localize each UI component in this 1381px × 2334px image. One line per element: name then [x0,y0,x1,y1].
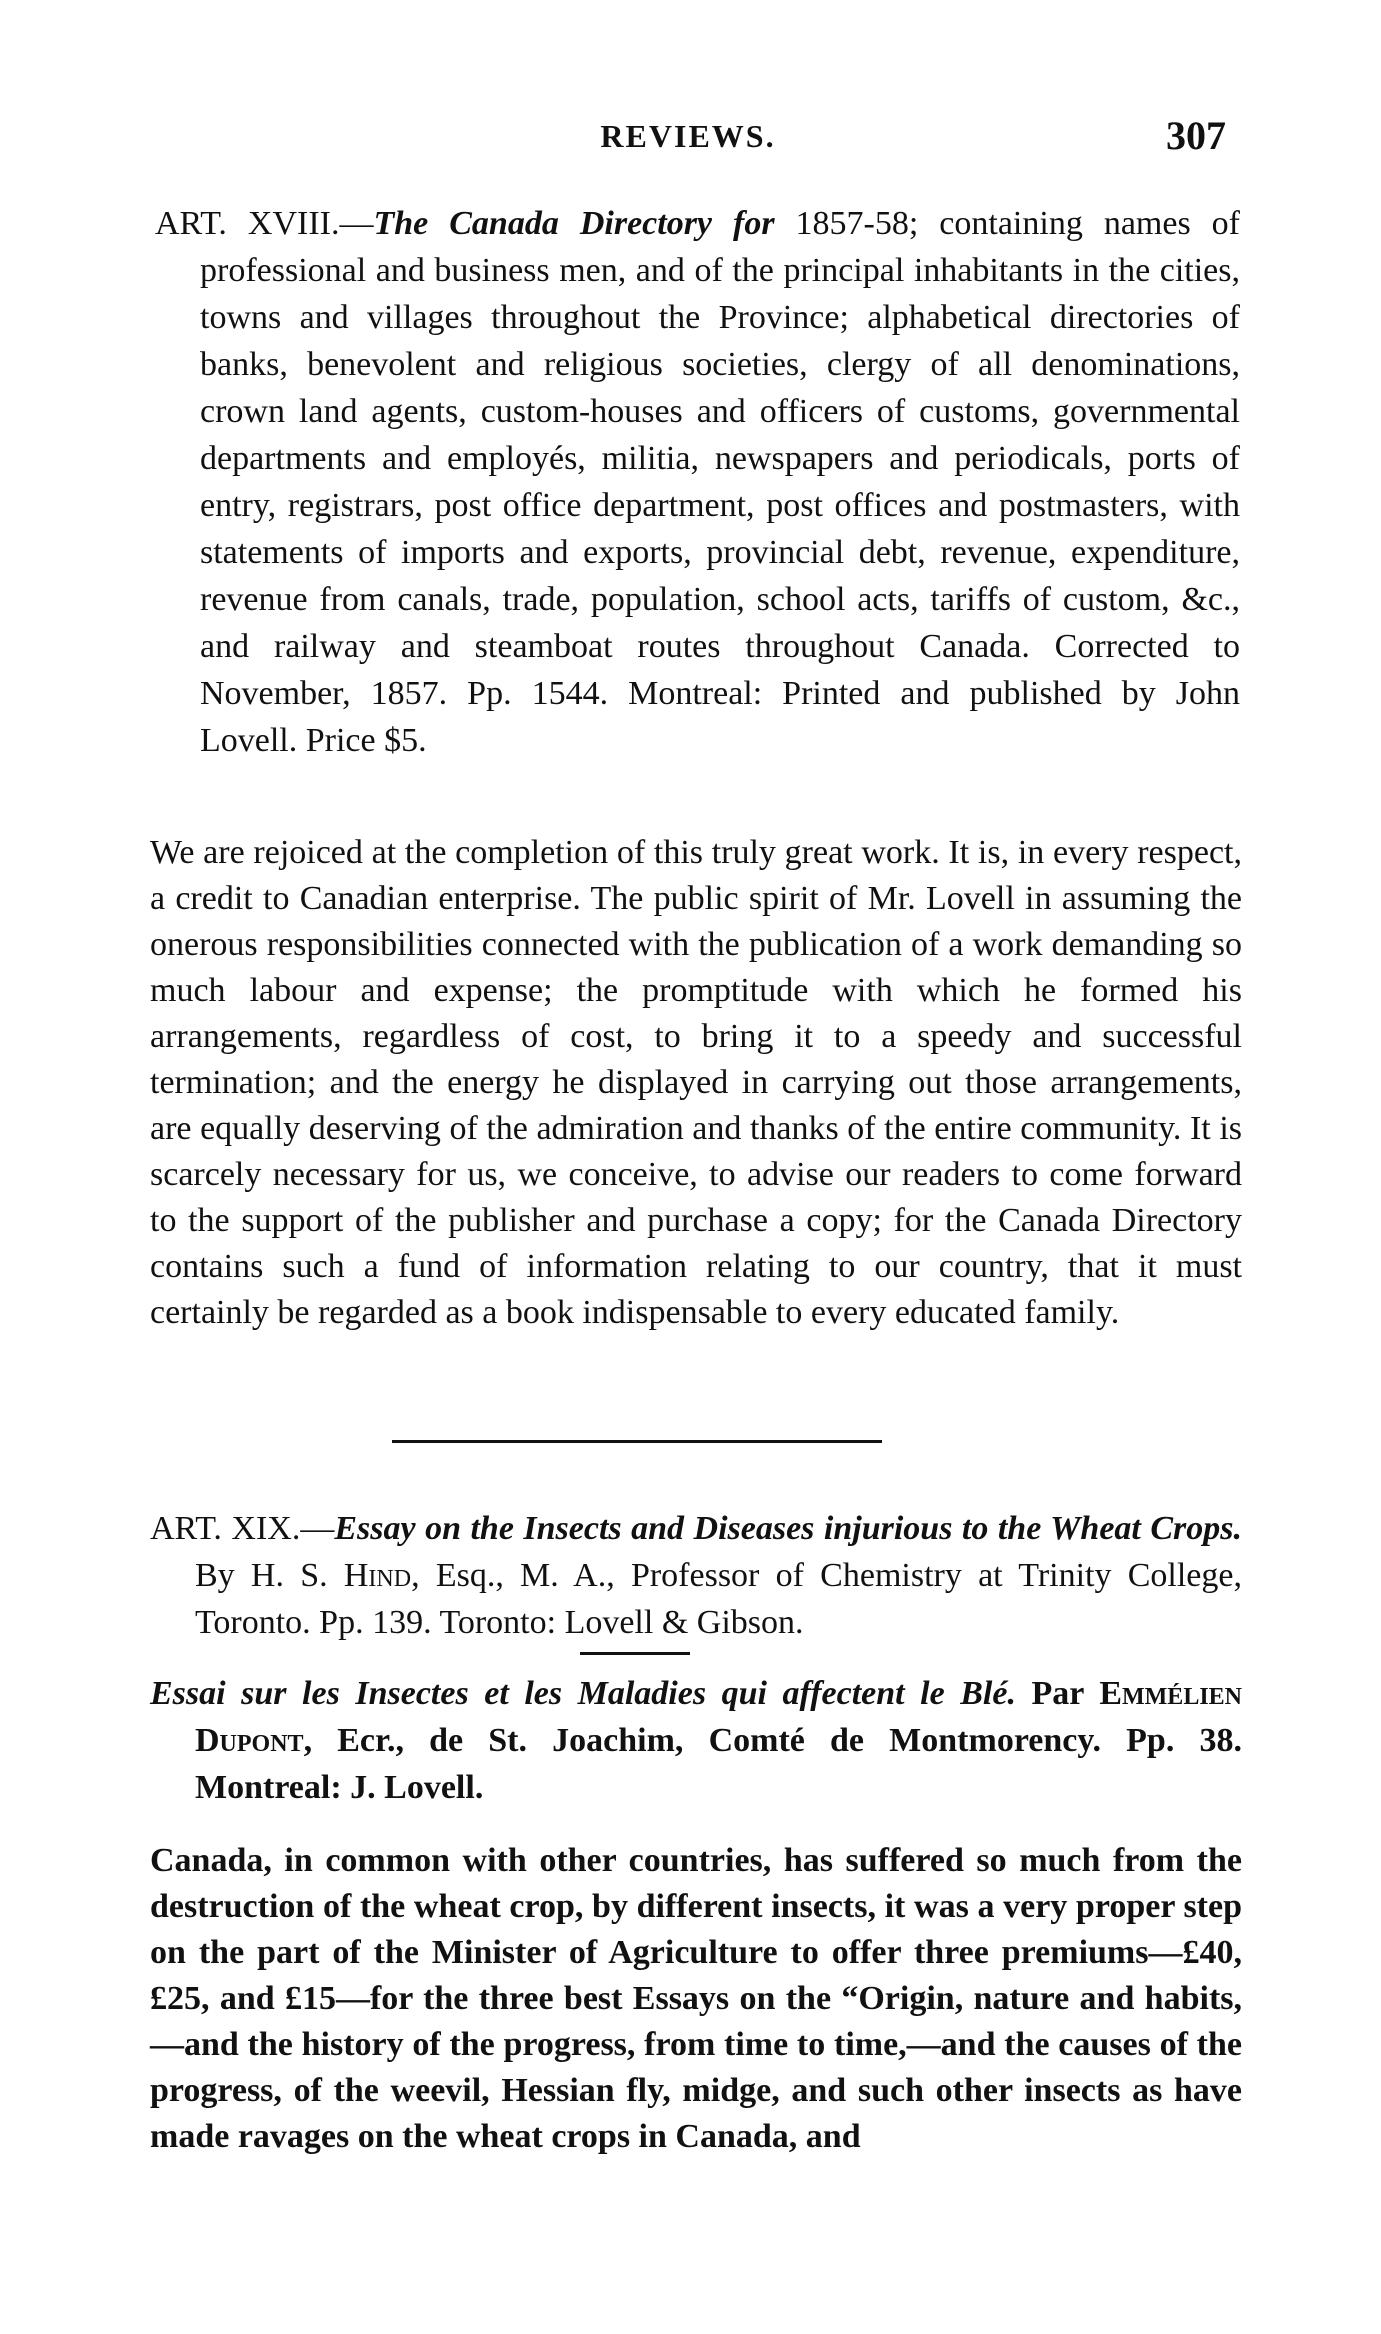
article-18-dash: — [339,205,374,242]
article-19-second-by: Par [1015,1675,1100,1712]
article-19-heading-block [150,1505,1242,1646]
article-18-description: 1857-58; containing names of professional and business men, and of the principal inhabitants in the cities, towns and villages throughout the Province; alphabetical directories of banks, benevolent and religious societies, clergy of all denominations, crown land agents, custom-houses and officers of customs, governmental departments and employés, militia, newspapers and periodicals, ports of entry, registrars, post office department, post offices and postmasters, with statements of imports and exports, provincial debt, revenue, expenditure, revenue from canals, trade, population, school acts, tariffs of custom, &c., and railway and steamboat routes throughout Canada. Corrected to November, 1857. Pp. 1544. Montreal: Printed and published by John Lovell. Price $5. [200,205,1240,759]
article-19-review-block [150,1838,1242,2160]
article-19-second-work-block [150,1670,1242,1811]
article-18-review-block [150,830,1242,1336]
article-19-second-details: , Ecr., de St. Joachim, Comté de Montmorency. Pp. 38. Montreal: J. Lovell. [195,1722,1242,1806]
subsection-divider [580,1652,690,1655]
article-18-heading-block [155,200,1240,764]
article-19-second-title: Essai sur les Insectes et les Maladies qui affectent le Blé. [150,1675,1016,1712]
article-19-second-work [150,1670,1242,1811]
article-18-review: We are rejoiced at the completion of this truly great work. It is, in every respect, a credit to Canadian enterprise. The public spirit of Mr. Lovell in assuming the onerous responsibilities connected with the publication of a work demanding so much labour and expense; the promptitude with which he formed his arrangements, regardless of cost, to bring it to a speedy and successful termination; and the energy he displayed in carrying out those arrangements, are equally deserving of the admiration and thanks of the entire community. It is scarcely necessary for us, we conceive, to advise our readers to come forward to the support of the publisher and purchase a copy; for the Canada Directory contains such a fund of information relating to our country, that it must certainly be regarded as a book indispensable to every educated family. [150,834,1242,1331]
article-19-details: , Esq., M. A., Professor of Chemistry at Trinity College, Toronto. Pp. 139. Toronto: Lovell & Gibson. [195,1557,1242,1641]
article-19-dash: — [300,1510,335,1547]
article-19-label: ART. XIX. [150,1510,301,1547]
article-19-second-author: Emmélien Dupont [195,1675,1243,1759]
article-18-label: ART. XVIII. [155,205,340,242]
article-19-review: Canada, in common with other countries, has suffered so much from the destruction of the wheat crop, by different insects, it was a very proper step on the part of the Minister of Agriculture to offer three premiums—£40, £25, and £15—for the three best Essays on the “Origin, nature and habits,—and the history of the progress, from time to time,—and the causes of the progress, of the weevil, Hessian fly, midge, and such other insects as have made ravages on the wheat crops in Canada, and [150,1842,1242,2155]
article-19-author: H. S. Hind [250,1557,412,1594]
article-18-title: The Canada Directory for [373,205,775,242]
section-divider [392,1440,882,1443]
running-title: REVIEWS. [600,118,776,154]
page-number: 307 [1166,113,1226,158]
article-19-by: By [195,1557,251,1594]
article-19-title: Essay on the Insects and Diseases injurious to the Wheat Crops. [334,1510,1242,1547]
article-18-heading [155,200,1240,764]
article-19-heading [150,1505,1242,1646]
running-head [150,113,1226,168]
